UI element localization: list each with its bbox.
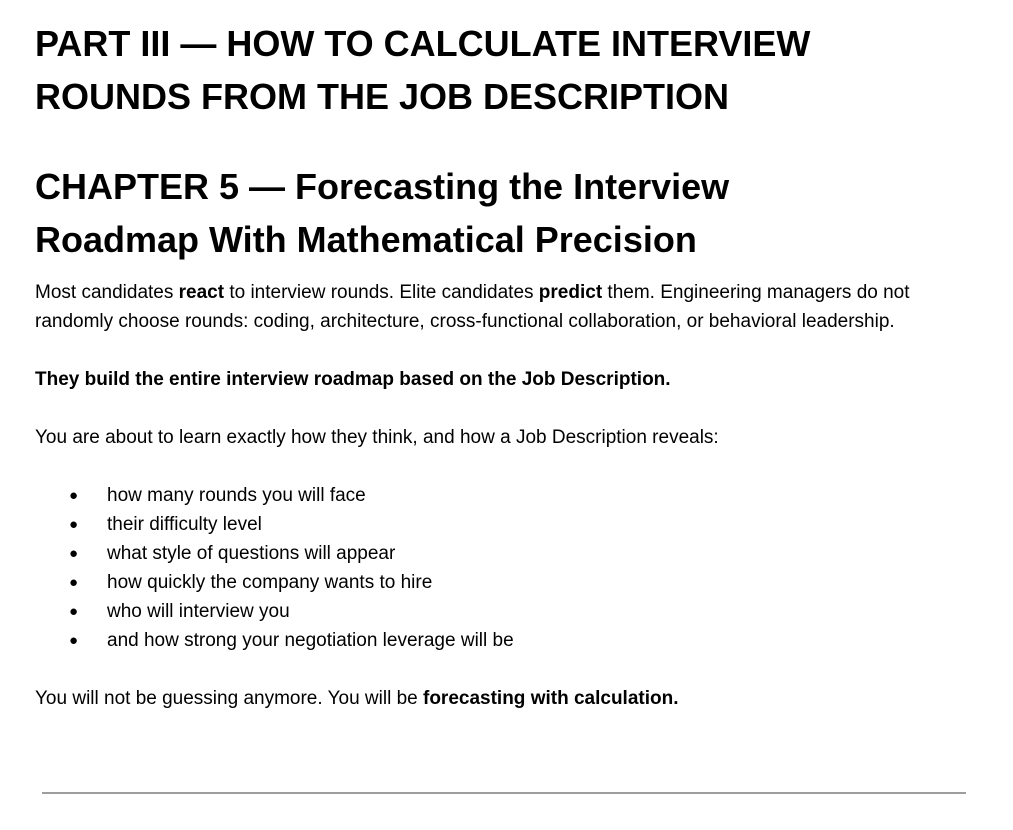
list-item-text: and how strong your negotiation leverage will be bbox=[107, 630, 514, 651]
bullet-icon: ● bbox=[69, 603, 79, 620]
list-item bbox=[35, 539, 975, 568]
list-item-text: how quickly the company wants to hire bbox=[107, 572, 433, 593]
list-item bbox=[35, 510, 975, 539]
part-title-line-2: ROUNDS FROM THE JOB DESCRIPTION bbox=[35, 76, 730, 117]
document-page bbox=[35, 17, 975, 713]
list-item-text: who will interview you bbox=[107, 601, 290, 622]
intro-paragraph bbox=[35, 278, 975, 336]
closing-text: You will not be guessing anymore. You will be bbox=[35, 688, 423, 709]
list-item-text: what style of questions will appear bbox=[107, 543, 396, 564]
list-item bbox=[35, 481, 975, 510]
list-item-text: their difficulty level bbox=[107, 514, 262, 535]
list-item bbox=[35, 597, 975, 626]
bullet-icon: ● bbox=[69, 632, 79, 649]
reveals-list bbox=[35, 481, 975, 655]
intro-text-3: them. Engineering managers do not randomly choose rounds: coding, architecture, cross-functional collaboration, or behavioral leadership. bbox=[35, 282, 910, 332]
bullet-icon: ● bbox=[69, 545, 79, 562]
emphasis-text: They build the entire interview roadmap based on the Job Description. bbox=[35, 369, 671, 390]
list-item bbox=[35, 568, 975, 597]
intro-bold-react: react bbox=[178, 282, 225, 303]
intro-bold-predict: predict bbox=[538, 282, 603, 303]
chapter-title-line-2: Roadmap With Mathematical Precision bbox=[35, 219, 697, 260]
part-title-line-1: PART III — HOW TO CALCULATE INTERVIEW bbox=[35, 23, 811, 64]
list-item-text: how many rounds you will face bbox=[107, 485, 366, 506]
closing-bold: forecasting with calculation. bbox=[423, 688, 679, 709]
chapter-title bbox=[35, 160, 975, 266]
bullet-icon: ● bbox=[69, 574, 79, 591]
emphasis-paragraph bbox=[35, 365, 975, 394]
bullet-icon: ● bbox=[69, 487, 79, 504]
list-item bbox=[35, 626, 975, 655]
chapter-title-line-1: CHAPTER 5 — Forecasting the Interview bbox=[35, 166, 730, 207]
intro-text-2: to interview rounds. Elite candidates bbox=[224, 282, 539, 303]
intro-text-1: Most candidates bbox=[35, 282, 179, 303]
bullet-icon: ● bbox=[69, 516, 79, 533]
part-title bbox=[35, 17, 975, 123]
lead-in-paragraph: You are about to learn exactly how they think, and how a Job Description reveals: bbox=[35, 427, 719, 448]
horizontal-divider bbox=[42, 792, 966, 794]
closing-paragraph bbox=[35, 684, 975, 713]
